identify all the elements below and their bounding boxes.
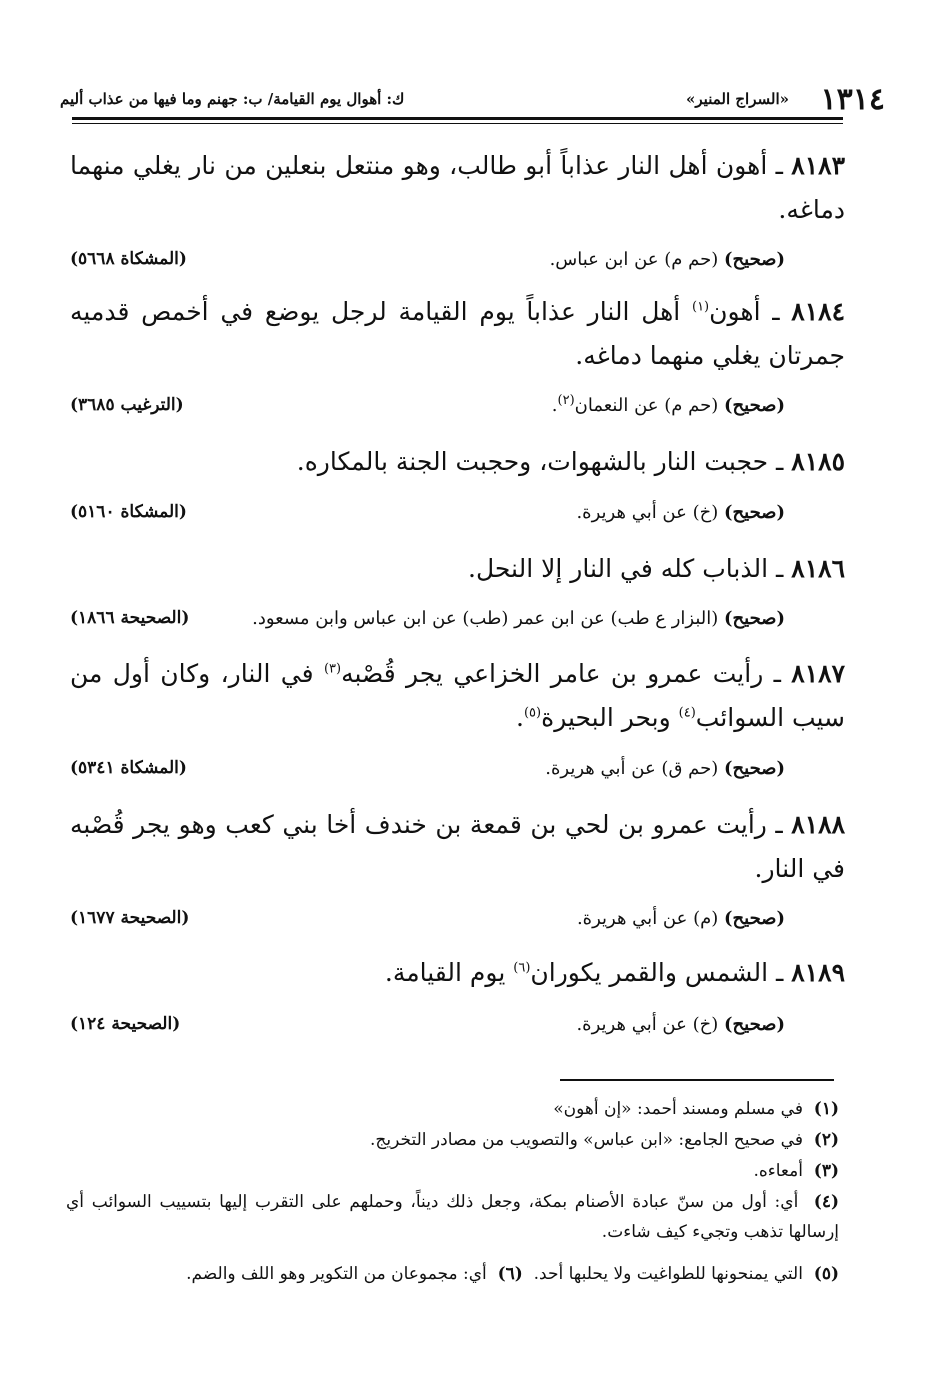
source-text: (خ) عن أبي هريرة. — [576, 1014, 719, 1035]
header-rule-thin — [72, 123, 843, 124]
hadith-text: يوم القيامة. — [384, 958, 506, 987]
hadith-text: في النار، وكان أول من سيب السوائب — [70, 659, 845, 732]
footnote-text: التي يمنحونها للطواغيت ولا يحلبها أحد. — [533, 1264, 803, 1284]
footnote-number: (٢) — [813, 1130, 839, 1150]
running-header — [60, 78, 885, 117]
reference: (الصحيحة ١٨٦٦) — [70, 608, 190, 628]
reference: (المشكاة ٥١٦٠) — [70, 502, 187, 522]
hadith-8183: ٨١٨٣ ـ أهون أهل النار عذاباً أبو طالب، وهو منتعل بنعلين من نار يغلي منهما دماغه. — [70, 151, 846, 224]
hadith-source — [70, 502, 785, 530]
reference: (المشكاة ٥٣٤١) — [70, 758, 187, 778]
header-rule — [72, 117, 843, 120]
hadith-text: الشمس والقمر يكوران — [530, 958, 769, 987]
reference: (الترغيب ٣٦٨٥) — [70, 395, 184, 415]
grade: (صحيح) — [724, 502, 785, 523]
hadith-source: (صحيح) (حم م) عن النعمان$^{(٢)}$. (الترغيب ٣٦٨٥) — [70, 393, 785, 416]
grade: (صحيح) — [724, 1014, 785, 1035]
footnote-marker[interactable]: (٣) — [323, 661, 342, 677]
hadith-8189: ٨١٨٩ ـ الشمس والقمر يكوران$^{(٦)}$ يوم القيامة. — [384, 958, 845, 987]
hadith-number: ٨١٨٤ — [791, 297, 846, 326]
reference: (المشكاة ٥٦٦٨) — [70, 249, 187, 269]
footnote-4 — [66, 1187, 839, 1247]
footnote-marker[interactable]: (٢) — [557, 393, 575, 408]
footnote-text: أي: مجموعان من التكوير وهو اللف والضم. — [186, 1264, 487, 1284]
grade: (صحيح) — [724, 758, 785, 779]
footnote-number: (٥) — [813, 1264, 839, 1284]
footnote-2 — [66, 1125, 839, 1155]
hadith-text: رأيت عمرو بن لحي بن قمعة بن خندف أخا بني كعب وهو يجر قُصْبه في النار. — [70, 810, 845, 883]
chapter-title: ك: أهوال يوم القيامة/ ب: جهنم وما فيها من عذاب أليم — [60, 90, 405, 108]
hadith-number: ٨١٨٨ — [791, 810, 845, 839]
source-text: (حم م) عن النعمان — [574, 395, 719, 416]
footnote-text: في صحيح الجامع: «ابن عباس» والتصويب من مصادر التخريج. — [370, 1130, 803, 1150]
footnote-number: (٤) — [813, 1192, 839, 1212]
hadith-source — [70, 908, 785, 936]
reference: (الصحيحة ١٦٧٧) — [70, 908, 190, 928]
source-text: (م) عن أبي هريرة. — [576, 908, 719, 929]
hadith-number: ٨١٨٦ — [791, 554, 845, 583]
hadith-text: أهون — [709, 297, 761, 326]
hadith-number: ٨١٨٧ — [791, 659, 846, 688]
source-text: (خ) عن أبي هريرة. — [576, 502, 719, 523]
footnote-marker[interactable]: (١) — [691, 299, 710, 315]
grade: (صحيح) — [724, 908, 785, 929]
hadith-text: الذباب كله في النار إلا النحل. — [468, 554, 769, 583]
hadith-8184: ٨١٨٤ ـ أهون$^{(١)}$ أهل النار عذاباً يوم القيامة لرجل يوضع في أخمص قدميه جمرتان يغلي منهما دماغه. — [70, 297, 846, 370]
hadith-text-end: . — [516, 703, 524, 732]
hadith-source — [70, 758, 785, 786]
hadith-8188: ٨١٨٨ ـ رأيت عمرو بن لحي بن قمعة بن خندف أخا بني كعب وهو يجر قُصْبه في النار. — [70, 810, 845, 883]
footnote-text: أي: أول من سنّ عبادة الأصنام بمكة، وجعل ذلك ديناً، وحملهم على التقرب إليها بتسييب السوائب أي إرسالها تذهب وتجيء كيف شاءت. — [66, 1192, 839, 1242]
footnote-3 — [66, 1156, 839, 1186]
hadith-source — [70, 249, 785, 277]
footnote-marker[interactable]: (٦) — [513, 960, 531, 976]
grade: (صحيح) — [724, 608, 785, 629]
reference: (الصحيحة ١٢٤) — [70, 1014, 181, 1034]
footnote-separator — [560, 1079, 834, 1081]
hadith-8185: ٨١٨٥ ـ حجبت النار بالشهوات، وحجبت الجنة بالمكاره. — [296, 447, 845, 476]
footnote-text: أمعاءه. — [753, 1161, 803, 1181]
source-text: (البزار ع طب) عن ابن عمر (طب) عن ابن عباس وابن مسعود. — [252, 608, 719, 629]
book-title: «السراج المنير» — [686, 90, 789, 108]
hadith-number: ٨١٨٥ — [791, 447, 845, 476]
hadith-text: حجبت النار بالشهوات، وحجبت الجنة بالمكاره. — [296, 447, 769, 476]
grade: (صحيح) — [724, 249, 785, 270]
source-text: (حم م) عن ابن عباس. — [549, 249, 719, 270]
hadith-source — [70, 608, 785, 636]
hadith-number: ٨١٨٩ — [791, 958, 845, 987]
hadith-text: أهون أهل النار عذاباً أبو طالب، وهو منتعل بنعلين من نار يغلي منهما دماغه. — [70, 151, 845, 224]
footnote-1 — [66, 1094, 839, 1124]
footnote-marker[interactable]: (٥) — [523, 705, 542, 721]
grade: (صحيح) — [724, 395, 785, 416]
hadith-number: ٨١٨٣ — [791, 151, 846, 180]
source-text: (حم ق) عن أبي هريرة. — [545, 758, 719, 779]
page-number: ١٣١٤ — [820, 82, 885, 117]
hadith-source — [70, 1014, 785, 1042]
hadith-text: رأيت عمرو بن عامر الخزاعي يجر قُصْبه — [341, 659, 764, 688]
footnote-number: (٦) — [497, 1264, 523, 1284]
footnote-5-6 — [66, 1259, 839, 1289]
hadith-8186: ٨١٨٦ ـ الذباب كله في النار إلا النحل. — [468, 554, 845, 583]
footnote-number: (٣) — [813, 1161, 839, 1181]
footnote-number: (١) — [813, 1099, 839, 1119]
hadith-text: أهل النار عذاباً يوم القيامة لرجل يوضع في أخمص قدميه جمرتان يغلي منهما دماغه. — [70, 297, 845, 370]
hadith-8187: ٨١٨٧ ـ رأيت عمرو بن عامر الخزاعي يجر قُصْبه$^{(٣)}$ في النار، وكان أول من سيب السوائب$^{(٤)}$ وبحر البحيرة$^{(٥)}$. — [70, 659, 846, 732]
hadith-text: وبحر البحيرة — [541, 703, 671, 732]
footnote-text: في مسلم ومسند أحمد: «إن أهون» — [553, 1099, 803, 1119]
footnote-marker[interactable]: (٤) — [678, 705, 696, 721]
